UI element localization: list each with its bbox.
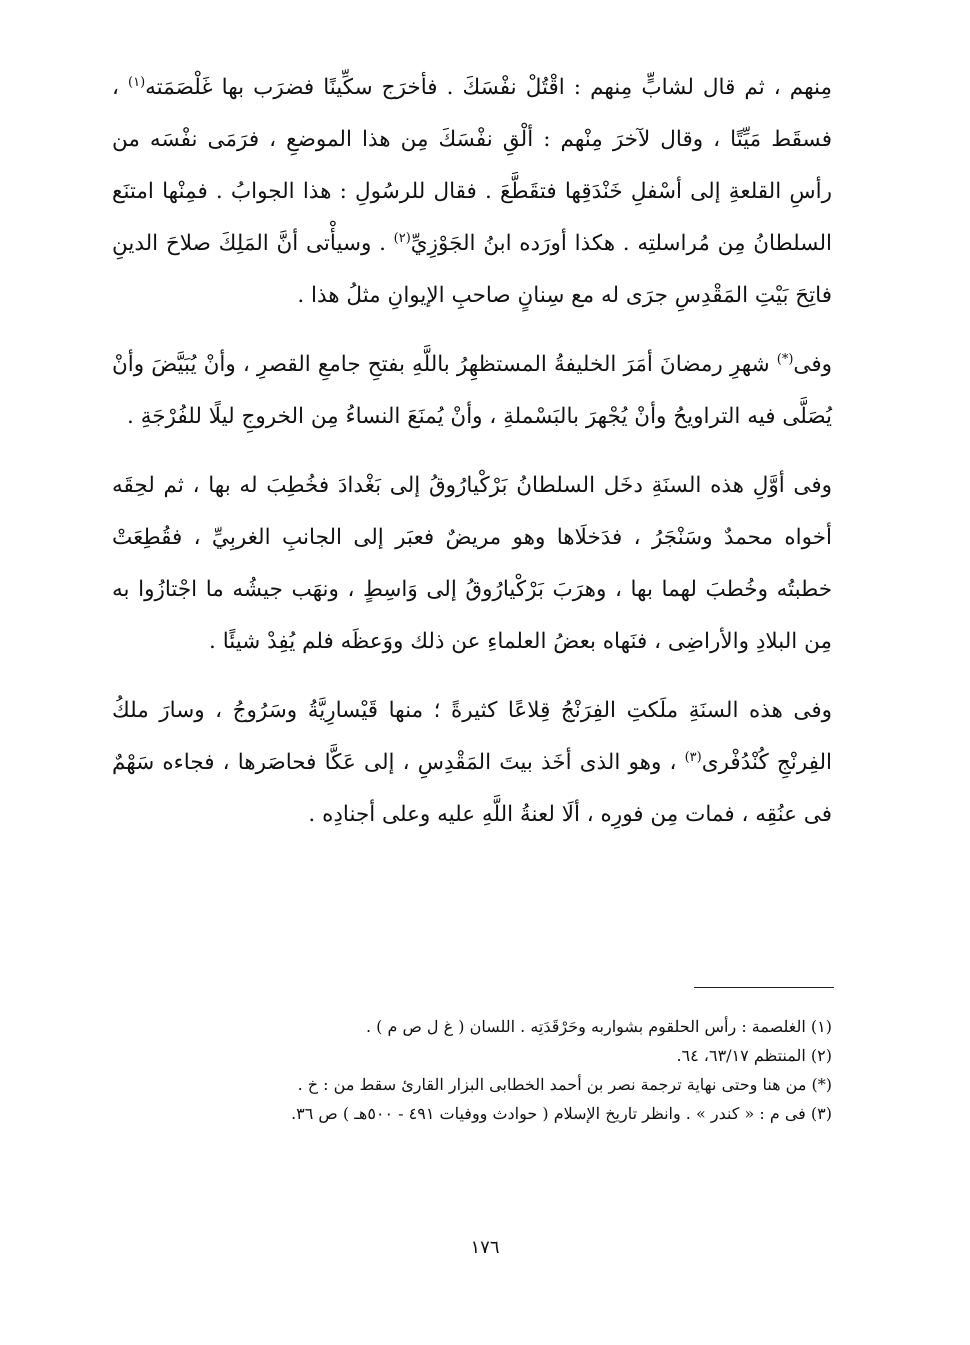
- paragraph-2: [112, 339, 832, 443]
- footnote-separator: [694, 987, 834, 988]
- paragraph-1-text-a: مِنهم ، ثم قال لشابٍّ مِنهم : اقْتُلْ نفْسَكَ . فأخرَج سكِّينًا فضرَب بها غَلْصَمَته: [145, 75, 832, 100]
- paragraph-3-text: وفى أوَّلِ هذه السنَةِ دخَل السلطانُ بَرْكْيارُوقُ إلى بَغْدادَ فخُطِبَ له بها ، ثم لحِقَه أخواه محمدٌ وسَنْجَرُ ، فدَخلَاها وهو مريضٌ فعبَر إلى الجانبِ الغربِيِّ ، فقُطِعَتْ خطبتُه وخُطبَ لهما بها ، وهرَبَ بَرْكْيارُوقُ إلى وَاسِطٍ ، ونهَب جيشُه ما اجْتازُوا به مِن البلادِ والأراضِى ، فنَهاه بعضُ العلماءِ عن ذلك ووَعظَه فلم يُفِدْ شيئًا .: [112, 473, 832, 654]
- paragraph-4: [112, 685, 832, 841]
- paragraph-1-text-b: ، فسقَط مَيِّتًا ، وقال لآخرَ مِنْهم : ألْقِ نفْسَكَ مِن هذا الموضعِ ، فرَمَى نفْسَه من رأسِ القلعةِ إلى أسْفلِ خَنْدَقِها فتقَطَّعَ . فقال للرسُولِ : هذا الجوابُ . فمِنْها امتنَع السلطانُ مِن مُراسلتِه . هكذا أورَده ابنُ الجَوْزِيِّ: [112, 75, 832, 256]
- footnote-ref-3[interactable]: (٣): [684, 749, 702, 765]
- footnote-ref-star[interactable]: (*): [776, 351, 794, 367]
- footnote-3: (٣) فى م : « كندر » . وانظر تاريخ الإسلام ( حوادث ووفيات ٤٩١ - ٥٠٠هـ ) ص ٣٦.: [291, 1104, 832, 1123]
- footnote-2: (٢) المنتظم ٦٣/١٧، ٦٤.: [676, 1046, 832, 1065]
- paragraph-3: [112, 460, 832, 668]
- footnotes-section: [112, 1012, 832, 1128]
- footnote-ref-2[interactable]: (٢): [393, 230, 411, 246]
- footnote-star: (*) من هنا وحتى نهاية ترجمة نصر بن أحمد الخطابى البزار القارئ سقط من : خ .: [297, 1075, 832, 1094]
- footnote-1: (١) الغلصمة : رأس الحلقوم بشواربه وحَرْقَدَتِه . اللسان ( غ ل ص م ) .: [365, 1017, 832, 1036]
- paragraph-2-text-b: شهرِ رمضانَ أمَرَ الخليفةُ المستظهِرُ باللَّهِ بفتحِ جامعِ القصرِ ، وأنْ يُبَيَّضَ وأنْ يُصَلَّى فيه التراويحُ وأنْ يُجْهرَ بالبَسْملةِ ، وأنْ يُمنَعَ النساءُ مِن الخروجِ ليلًا للفُرْجَةِ .: [112, 352, 832, 429]
- paragraph-1: [112, 62, 832, 322]
- paragraph-1-text-c: . وسيأْتى أنَّ المَلِكَ صلاحَ الدينِ فاتِحَ بَيْتِ المَقْدِسِ جرَى له مع سِنانٍ صاحبِ الإيوانِ مثلُ هذا .: [112, 231, 832, 308]
- page-number: ١٧٦: [470, 1237, 500, 1258]
- paragraph-4-text-a: وفى هذه السنَةِ ملَكتِ الفِرَنْجُ قِلاعًا كثيرةً ؛ منها قَيْسارِيَّةُ وسَرُوجُ ، وسارَ ملكُ الفِرنْجِ كُنْدُفْرى: [112, 698, 832, 775]
- main-text: [112, 62, 832, 858]
- footnote-ref-1[interactable]: (١): [128, 74, 146, 90]
- paragraph-4-text-b: ، وهو الذى أخَذ بيتَ المَقْدِسِ ، إلى عَكَّا فحاصَرها ، فجاءه سَهْمٌ فى عنُقِه ، فمات مِن فورِه ، ألَا لعنةُ اللَّهِ عليه وعلى أجنادِه .: [112, 750, 832, 827]
- paragraph-2-text-a: وفى: [793, 352, 832, 377]
